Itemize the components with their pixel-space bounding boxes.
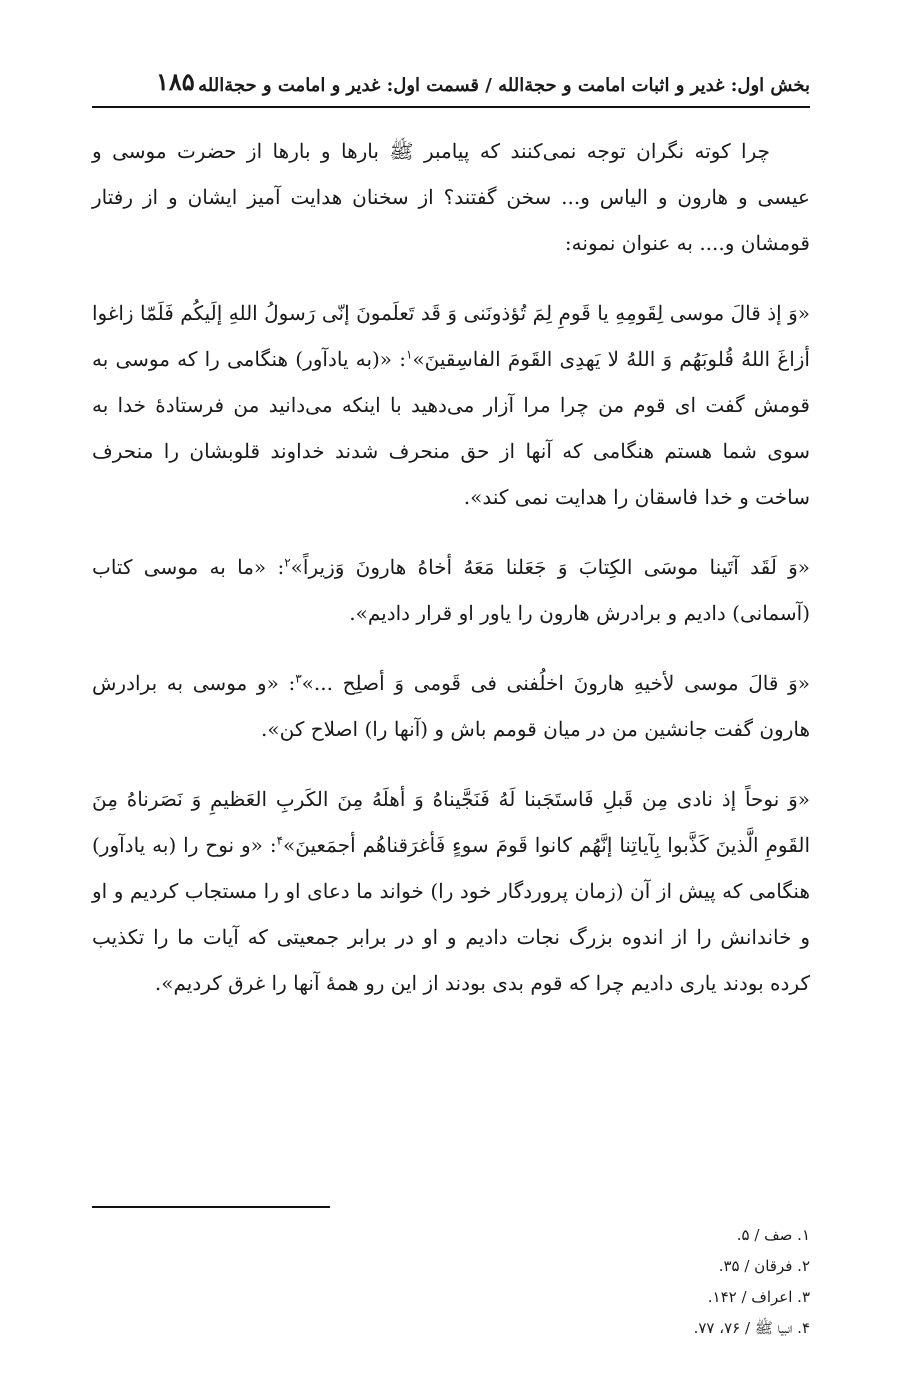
translation-text: : «ما به موسی کتاب (آسمانی) دادیم و برادرش هارون را یاور او قرار دادیم». [92, 555, 810, 625]
footnotes [92, 1220, 810, 1344]
paragraph-verse-2 [92, 544, 810, 636]
paragraph-text: چرا کوته نگران توجه نمی‌کنند که پیامبر ﷺ بارها و بارها از حضرت موسی و عیسی و هارون و الیاس و... سخن گفتند؟ از سخنان هدایت آمیز ایشان و از رفتار قومشان و.... به عنوان نمونه: [92, 139, 810, 255]
body-text [92, 128, 810, 1006]
footnote-item: ۴. انبیا ﷺ / ۷۶، ۷۷. [693, 1319, 810, 1337]
paragraph-verse-4 [92, 776, 810, 1006]
translation-text: : «و نوح را (به یادآور) هنگامی که پیش از آن (زمان پروردگار خود را) خواند ما دعای او را مستجاب کردیم و او و خاندانش را از اندوه بزرگ نجات دادیم و او در برابر جمعیتی که آیات ما را تکذیب کرده بودند یاری دادیم چرا که قوم بدی بودند از این رو همهٔ آنها را غرق کردیم». [92, 833, 810, 995]
paragraph-verse-3 [92, 660, 810, 752]
verse-text: «وَ قالَ موسی لأخیهِ هارونَ اخلُفنی فی قَومی وَ أصلِح ...» [301, 671, 810, 695]
footnote-item: ۱. صف / ۵. [736, 1226, 810, 1244]
footnote-ref[interactable]: ۲ [284, 555, 291, 570]
verse-text: «وَ لَقَد آتَینا موسَی الکِتابَ وَ جَعَلنا مَعَهُ أخاهُ هارونَ وَزیراً» [290, 555, 810, 579]
paragraph-verse-1 [92, 290, 810, 520]
footnote-item: ۳. اعراف / ۱۴۲. [707, 1288, 810, 1306]
translation-text: : «(به یادآور) هنگامی را که موسی به قومش گفت ای قوم من چرا مرا آزار می‌دهید با اینکه می‌دانید من فرستادهٔ خدا به سوی شما هستم هنگامی که آنها از حق منحرف شدند خداوند قلوبشان را منحرف ساخت و خدا فاسقان را هدایت نمی کند». [92, 347, 810, 509]
verse-text: «وَ نوحاً إذ نادی مِن قَبلِ فَاستَجَبنا لَهُ فَنَجَّیناهُ وَ أهلَهُ مِنَ الکَربِ العَظیمِ وَ نَصَرناهُ مِنَ القَومِ الَّذینَ کَذَّبوا بِآیاتِنا إنَّهُم کانوا قَومَ سوءٍ فَأغرَقناهُم أجمَعینَ» [92, 787, 810, 857]
footnote-ref[interactable]: ۱ [405, 347, 413, 362]
verse-text: «وَ إذ قالَ موسی لِقَومِهِ یا قَومِ لِمَ تُؤذونَنی وَ قَد تَعلَمونَ إنّی رَسولُ اللهِ إلَیکُم فَلَمّا زاغوا أزاغَ اللهُ قُلوبَهُم وَ اللهُ لا یَهدِی القَومَ الفاسِقینَ» [92, 301, 810, 371]
footnote-ref[interactable]: ۴ [276, 833, 284, 848]
footnote-item: ۲. فرقان / ۳۵. [718, 1257, 810, 1275]
paragraph-intro [92, 128, 810, 266]
page-number: ۱۸۵ [156, 67, 195, 96]
footnote-divider [92, 1206, 330, 1208]
footnote-ref[interactable]: ۳ [295, 671, 302, 686]
translation-text: : «و موسی به برادرش هارون گفت جانشین من در میان قومم باش و (آنها را) اصلاح کن». [92, 671, 810, 741]
page-header [92, 60, 810, 108]
page [92, 60, 810, 1337]
running-title: بخش اول: غدیر و اثبات امامت و حجةالله / قسمت اول: غدیر و امامت و حجةالله [198, 75, 810, 96]
